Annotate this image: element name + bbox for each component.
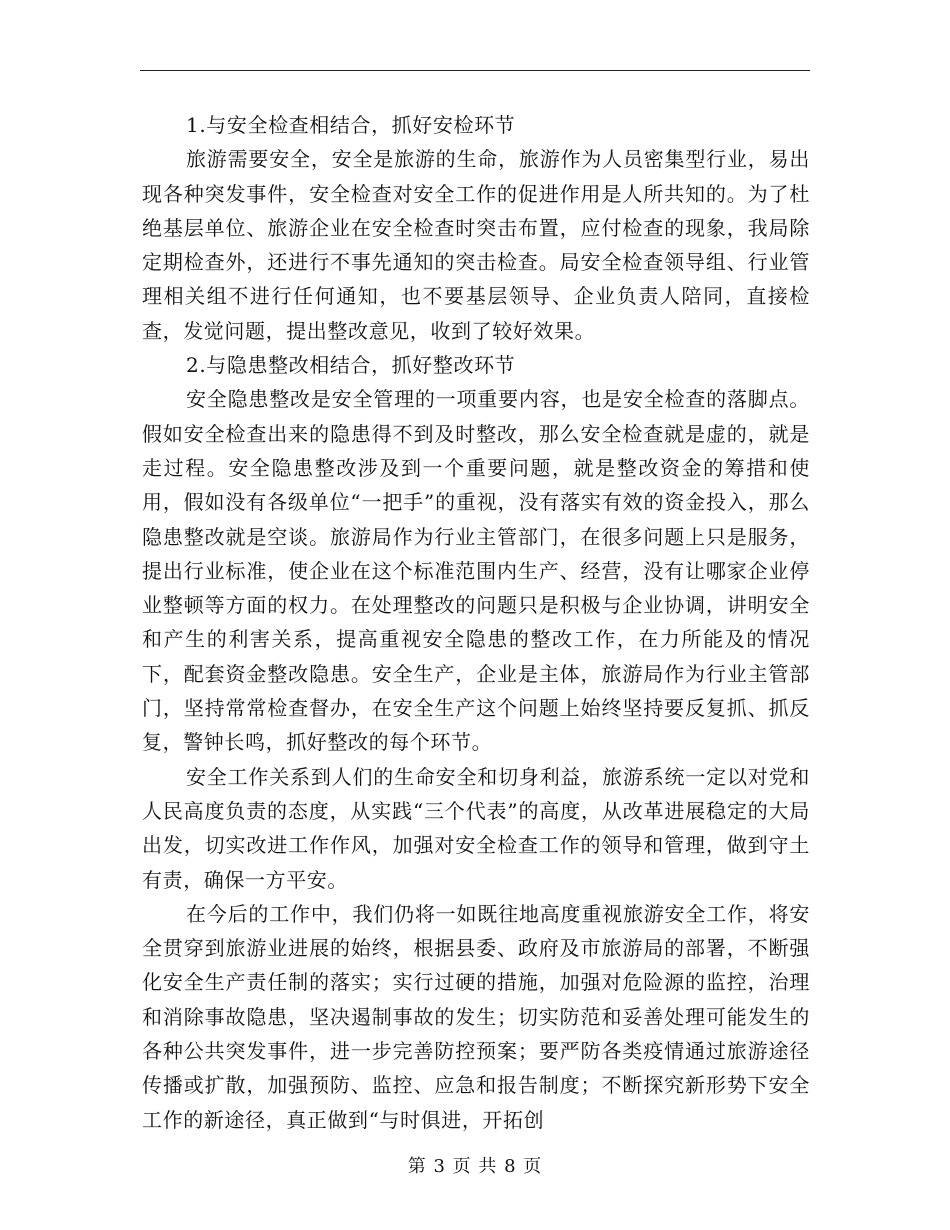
section-heading-1: 1.与安全检查相结合，抓好安检环节 bbox=[186, 113, 516, 137]
paragraph-4: 在今后的工作中，我们仍将一如既往地高度重视旅游安全工作，将安全贯穿到旅游业进展的始终，根据县委、政府及市旅游局的部署，不断强化安全生产责任制的落实；实行过硬的措施，加强对危险源的监控，治理和消除事故隐患，坚决遏制事故的发生；切实防范和妥善处理可能发生的各种公共突发事件，进一步完善防控预案；要严防各类疫情通过旅游途径传播或扩散，加强预防、监控、应急和报告制度；不断探究新形势下安全工作的新途径，真正做到“与时俱进，开拓创 bbox=[142, 901, 810, 1132]
paragraph-2: 安全隐患整改是安全管理的一项重要内容，也是安全检查的落脚点。假如安全检查出来的隐患得不到及时整改，那么安全检查就是虚的，就是走过程。安全隐患整改涉及到一个重要问题，就是整改资金的筹措和使用，假如没有各级单位“一把手”的重视，没有落实有效的资金投入，那么隐患整改就是空谈。旅游局作为行业主管部门，在很多问题上只是服务，提出行业标准，使企业在这个标准范围内生产、经营，没有让哪家企业停业整顿等方面的权力。在处理整改的问题只是积极与企业协调，讲明安全和产生的利害关系，提高重视安全隐患的整改工作，在力所能及的情况下，配套资金整改隐患。安全生产，企业是主体，旅游局作为行业主管部门，坚持常常检查督办，在安全生产这个问题上始终坚持要反复抓、抓反复，警钟长鸣，抓好整改的每个环节。 bbox=[142, 387, 810, 755]
section-heading-2: 2.与隐患整改相结合，抓好整改环节 bbox=[186, 353, 516, 378]
paragraph-3: 安全工作关系到人们的生命安全和切身利益，旅游系统一定以对党和人民高度负责的态度，从实践“三个代表”的高度，从改革进展稳定的大局出发，切实改进工作作风，加强对安全检查工作的领导和管理，做到守土有责，确保一方平安。 bbox=[142, 764, 810, 892]
page-number-footer: 第 3 页 共 8 页 bbox=[407, 1156, 543, 1177]
document-body bbox=[142, 108, 810, 1137]
paragraph-1: 旅游需要安全，安全是旅游的生命，旅游作为人员密集型行业，易出现各种突发事件，安全检查对安全工作的促进作用是人所共知的。为了杜绝基层单位、旅游企业在安全检查时突击布置，应付检查的现象，我局除定期检查外，还进行不事先通知的突击检查。局安全检查领导组、行业管理相关组不进行任何通知，也不要基层领导、企业负责人陪同，直接检查，发觉问题，提出整改意见，收到了较好效果。 bbox=[142, 147, 810, 343]
header-rule bbox=[140, 70, 810, 71]
